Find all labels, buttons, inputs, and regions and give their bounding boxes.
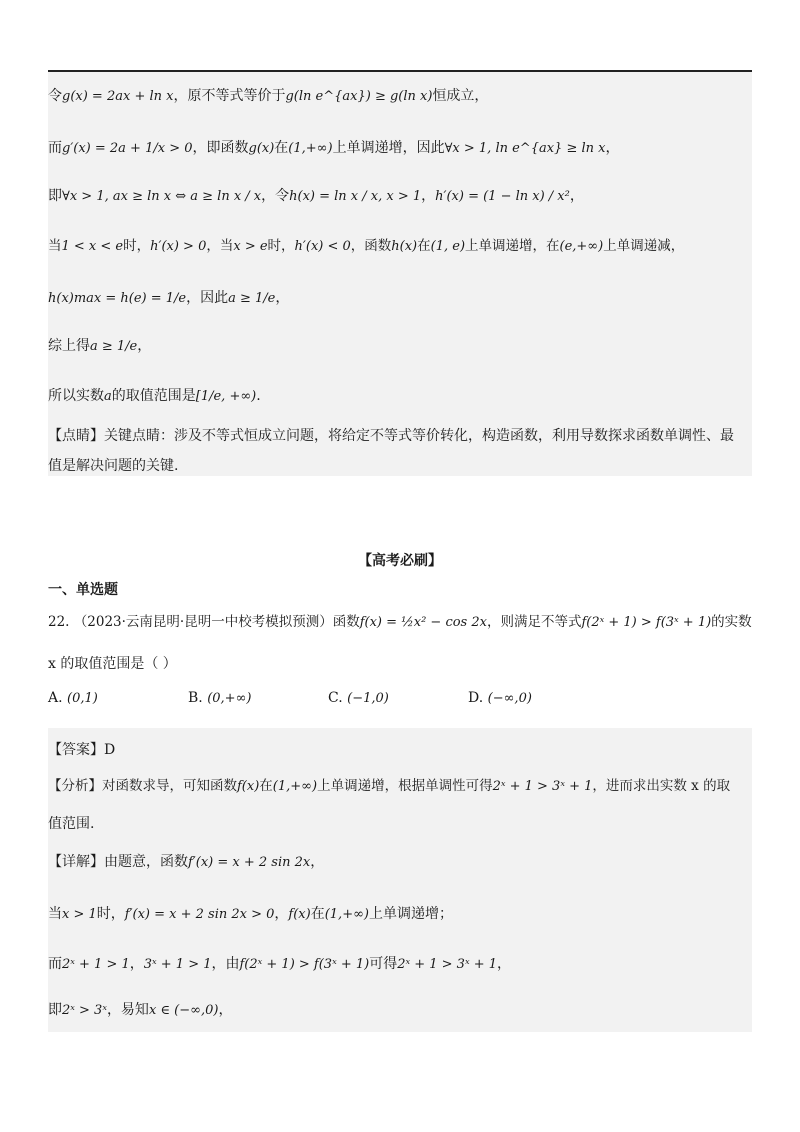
math: h′(x) < 0 bbox=[294, 239, 351, 254]
option-value: (0,1) bbox=[67, 691, 98, 706]
text: 在 bbox=[417, 238, 431, 254]
text: 时， bbox=[123, 238, 151, 254]
math-g-def: g(x) = 2ax + ln x bbox=[62, 89, 174, 104]
dianjing-line-2: 值是解决问题的关键. bbox=[48, 458, 179, 474]
math: (1, e) bbox=[430, 239, 466, 254]
math: g(x) bbox=[248, 141, 275, 156]
text: 令 bbox=[48, 88, 62, 104]
math: 2ˣ + 1 > 1 bbox=[62, 957, 130, 972]
text: 上单调递增，在 bbox=[465, 238, 560, 254]
math: f(x) bbox=[237, 779, 260, 794]
question-line-1 bbox=[48, 612, 752, 633]
text: ，令 bbox=[261, 188, 290, 204]
text: 【详解】由题意，函数 bbox=[48, 854, 188, 870]
analysis-line-2: 值范围. bbox=[48, 816, 95, 832]
text: . bbox=[256, 388, 261, 404]
math: (1,+∞) bbox=[288, 141, 333, 156]
text: 当 bbox=[48, 238, 62, 254]
option-label: C. bbox=[328, 690, 343, 706]
text: 综上得 bbox=[48, 338, 90, 354]
text: 即 bbox=[48, 188, 62, 204]
solution-line-5 bbox=[48, 288, 289, 309]
section-title: 【高考必刷】 bbox=[358, 553, 442, 569]
math: (e,+∞) bbox=[559, 239, 604, 254]
math: 2ˣ > 3ˣ bbox=[62, 1003, 107, 1018]
option-c bbox=[328, 690, 389, 706]
math: h′(x) > 0 bbox=[150, 239, 207, 254]
math-gprime: g′(x) = 2a + 1/x > 0 bbox=[62, 141, 193, 156]
detail-line-4 bbox=[48, 1000, 232, 1021]
text: ，原不等式等价于 bbox=[173, 88, 286, 104]
solution-shaded-block bbox=[48, 72, 752, 476]
text: ， bbox=[497, 956, 511, 972]
math: 1 < x < e bbox=[61, 239, 124, 254]
math: f(2ˣ + 1) > f(3ˣ + 1) bbox=[581, 615, 712, 630]
detail-line-2 bbox=[48, 904, 453, 925]
text: ， bbox=[137, 338, 152, 354]
solution-line-7 bbox=[48, 386, 261, 407]
math: 2ˣ + 1 > 3ˣ + 1 bbox=[397, 957, 497, 972]
option-value: (0,+∞) bbox=[207, 691, 252, 706]
text: 在 bbox=[259, 778, 273, 794]
text: 时， bbox=[96, 906, 125, 922]
math: ∀x > 1, ax ≥ ln x ⇔ a ≥ ln x / x bbox=[62, 189, 262, 204]
math: x ∈ (−∞,0) bbox=[148, 1003, 219, 1018]
solution-line-2 bbox=[48, 138, 619, 159]
math: x > 1 bbox=[62, 907, 97, 922]
text: 上单调递减， bbox=[603, 238, 685, 254]
text: 可得 bbox=[369, 956, 398, 972]
text: 在 bbox=[310, 906, 325, 922]
text: ， bbox=[218, 1002, 233, 1018]
text: ， bbox=[274, 906, 289, 922]
text: 上单调递增； bbox=[369, 906, 453, 922]
math: f′(x) = x + 2 sin 2x > 0 bbox=[124, 907, 275, 922]
math: h(x)max = h(e) = 1/e bbox=[48, 291, 187, 306]
dianjing-line-1: 【点睛】关键点睛：涉及不等式恒成立问题，将给定不等式等价转化，构造函数，利用导数探求函数单调性、最 bbox=[48, 428, 734, 444]
math: a bbox=[104, 389, 112, 404]
option-label: A. bbox=[48, 690, 63, 706]
math: 2ˣ + 1 > 3ˣ + 1 bbox=[492, 779, 593, 794]
math: f(x) bbox=[288, 907, 311, 922]
math: f(x) = ½x² − cos 2x bbox=[359, 615, 487, 630]
text: ， bbox=[129, 956, 144, 972]
section-subtitle: 一、单选题 bbox=[48, 582, 118, 598]
text: 而 bbox=[48, 956, 62, 972]
text: ，由 bbox=[211, 956, 240, 972]
math: ∀x > 1, ln e^{ax} ≥ ln x bbox=[444, 141, 606, 156]
math: (1,+∞) bbox=[324, 907, 369, 922]
option-label: B. bbox=[188, 690, 203, 706]
math: h(x) = ln x / x, x > 1 bbox=[289, 189, 422, 204]
text: ，因此 bbox=[186, 290, 229, 306]
answer-shaded-block bbox=[48, 728, 752, 1032]
solution-line-6 bbox=[48, 336, 151, 357]
text: 的取值范围是 bbox=[111, 388, 196, 404]
math: a ≥ 1/e bbox=[90, 339, 138, 354]
option-d bbox=[468, 690, 532, 706]
text: ，函数 bbox=[350, 238, 392, 254]
text: 当 bbox=[48, 906, 62, 922]
text: 的实数 bbox=[711, 614, 752, 630]
math: x > e bbox=[233, 239, 268, 254]
text: ，进而求出实数 x 的取 bbox=[592, 778, 731, 794]
math: h(x) bbox=[391, 239, 418, 254]
detail-line-3 bbox=[48, 954, 511, 975]
math: f(2ˣ + 1) > f(3ˣ + 1) bbox=[239, 957, 370, 972]
option-value: (−1,0) bbox=[347, 691, 389, 706]
text: ，易知 bbox=[106, 1002, 149, 1018]
math: a ≥ 1/e bbox=[228, 291, 276, 306]
solution-line-4 bbox=[48, 236, 684, 257]
text: ，当 bbox=[206, 238, 234, 254]
math: h′(x) = (1 − ln x) / x² bbox=[435, 189, 570, 204]
text: 上单调递增，因此 bbox=[332, 140, 445, 156]
option-b bbox=[188, 690, 251, 706]
text: 【分析】对函数求导，可知函数 bbox=[48, 778, 237, 794]
question-line-2: x 的取值范围是（ ） bbox=[48, 656, 177, 672]
solution-line-1 bbox=[48, 86, 488, 107]
solution-line-3 bbox=[48, 186, 584, 207]
text: 时， bbox=[267, 238, 295, 254]
text: 22. （2023·云南昆明·昆明一中校考模拟预测）函数 bbox=[48, 614, 360, 630]
text: ， bbox=[310, 854, 325, 870]
text: ， bbox=[569, 188, 584, 204]
math: (1,+∞) bbox=[272, 779, 318, 794]
answer-line: 【答案】D bbox=[48, 742, 116, 758]
math: f′(x) = x + 2 sin 2x bbox=[188, 855, 311, 870]
text: 即 bbox=[48, 1002, 62, 1018]
option-a bbox=[48, 690, 98, 706]
option-label: D. bbox=[468, 690, 484, 706]
text: 而 bbox=[48, 140, 62, 156]
math-ineq: g(ln e^{ax}) ≥ g(ln x) bbox=[285, 89, 433, 104]
text: ， bbox=[275, 290, 290, 306]
text: 在 bbox=[274, 140, 289, 156]
text: 恒成立， bbox=[432, 88, 489, 104]
text: ， bbox=[605, 140, 620, 156]
option-value: (−∞,0) bbox=[487, 691, 532, 706]
detail-line-1 bbox=[48, 852, 324, 873]
text: 所以实数 bbox=[48, 388, 104, 404]
text: 上单调递增，根据单调性可得 bbox=[317, 778, 493, 794]
text: ，即函数 bbox=[192, 140, 249, 156]
math: 3ˣ + 1 > 1 bbox=[143, 957, 212, 972]
text: ， bbox=[421, 188, 436, 204]
analysis-line-1 bbox=[48, 776, 730, 797]
text: ，则满足不等式 bbox=[486, 614, 582, 630]
math: [1/e, +∞) bbox=[195, 389, 257, 404]
